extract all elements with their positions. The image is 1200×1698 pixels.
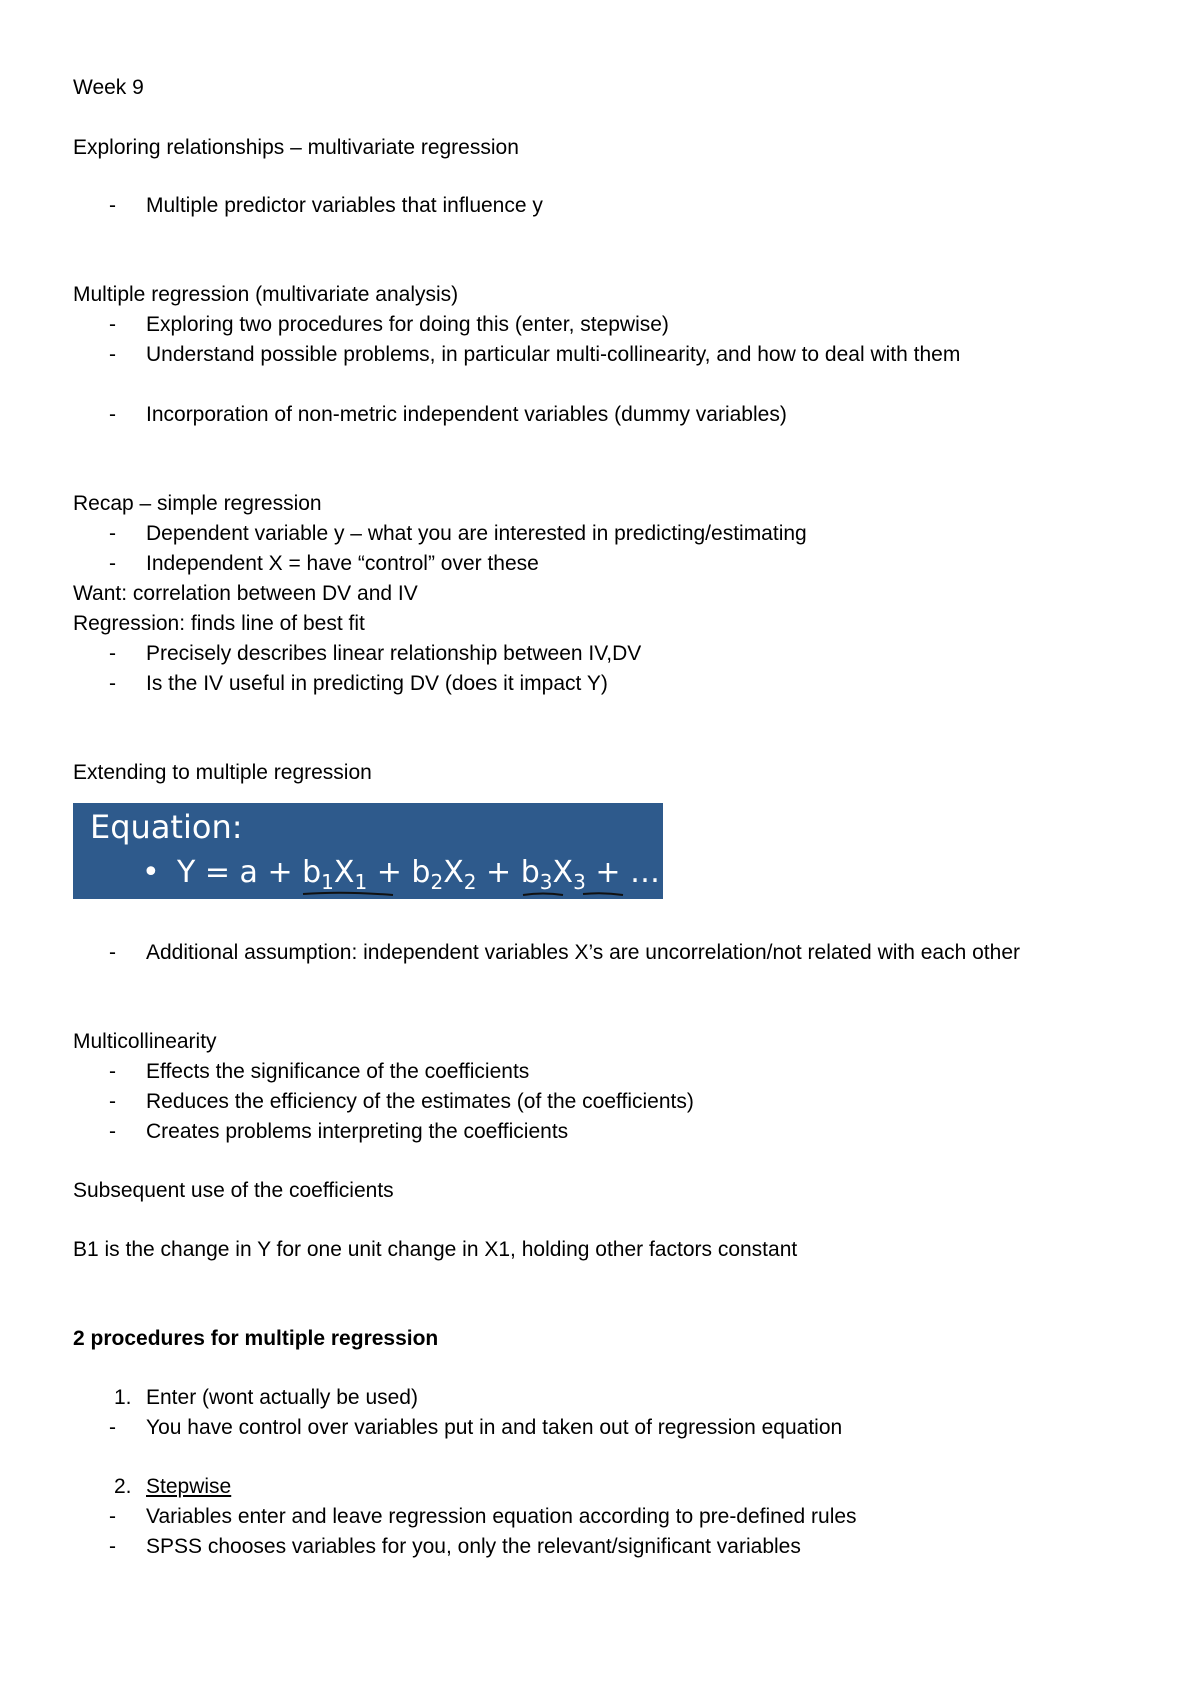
line-want: Want: correlation between DV and IV: [73, 582, 418, 605]
handwritten-underline-marks: [223, 889, 643, 899]
dash-bullet: -: [109, 1505, 116, 1528]
list-number: 2.: [114, 1475, 132, 1498]
dash-bullet: -: [109, 313, 116, 336]
dash-bullet: -: [109, 1060, 116, 1083]
regression-formula: $Y = a + b_1X_1 + b_2X_2 + b_3X_3$ + ……: [177, 855, 691, 894]
list-item-text: Multiple predictor variables that influence y: [146, 194, 543, 217]
dash-bullet: -: [109, 1535, 116, 1558]
list-item-text: Variables enter and leave regression equation according to pre-defined rules: [146, 1505, 857, 1528]
section-title-exploring: Exploring relationships – multivariate regression: [73, 136, 519, 159]
line-b1-definition: B1 is the change in Y for one unit change in X1, holding other factors constant: [73, 1238, 798, 1261]
section-title-extending: Extending to multiple regression: [73, 761, 372, 784]
dash-bullet: -: [109, 522, 116, 545]
equation-title: Equation:: [90, 808, 243, 846]
section-title-recap: Recap – simple regression: [73, 492, 322, 515]
list-item-text: Creates problems interpreting the coefficients: [146, 1120, 569, 1143]
dash-bullet: -: [109, 1090, 116, 1113]
numbered-item-label: Stepwise: [146, 1475, 232, 1498]
week-heading: Week 9: [73, 76, 144, 99]
line-subsequent-use: Subsequent use of the coefficients: [73, 1179, 394, 1202]
dash-bullet: -: [109, 672, 116, 695]
equation-bullet: •: [142, 855, 160, 890]
list-item-text: Dependent variable y – what you are interested in predicting/estimating: [146, 522, 807, 545]
list-item-text: Incorporation of non-metric independent variables (dummy variables): [146, 403, 787, 426]
list-item-text: Precisely describes linear relationship between IV,DV: [146, 642, 642, 665]
section-title-multiple-regression: Multiple regression (multivariate analysis): [73, 283, 459, 306]
dash-bullet: -: [109, 941, 116, 964]
numbered-item-label: Enter (wont actually be used): [146, 1386, 418, 1409]
section-title-two-procedures: 2 procedures for multiple regression: [73, 1327, 439, 1350]
list-item-text: You have control over variables put in and taken out of regression equation: [146, 1416, 843, 1439]
list-item-text: Additional assumption: independent variables X’s are uncorrelation/not related with each other: [146, 941, 1020, 964]
list-item-text: Is the IV useful in predicting DV (does it impact Y): [146, 672, 608, 695]
line-regression: Regression: finds line of best fit: [73, 612, 365, 635]
section-title-multicollinearity: Multicollinearity: [73, 1030, 217, 1053]
list-item-text: Exploring two procedures for doing this (enter, stepwise): [146, 313, 669, 336]
dash-bullet: -: [109, 403, 116, 426]
equation-slide-image: [73, 803, 691, 899]
dash-bullet: -: [109, 552, 116, 575]
list-number: 1.: [114, 1386, 132, 1409]
dash-bullet: -: [109, 343, 116, 366]
list-item-text: Reduces the efficiency of the estimates (of the coefficients): [146, 1090, 694, 1113]
list-item-text: Effects the significance of the coefficients: [146, 1060, 530, 1083]
dash-bullet: -: [109, 642, 116, 665]
list-item-text: Understand possible problems, in particular multi-collinearity, and how to deal with them: [146, 343, 961, 366]
list-item-text: SPSS chooses variables for you, only the relevant/significant variables: [146, 1535, 801, 1558]
list-item-text: Independent X = have “control” over these: [146, 552, 539, 575]
dash-bullet: -: [109, 1120, 116, 1143]
dash-bullet: -: [109, 194, 116, 217]
dash-bullet: -: [109, 1416, 116, 1439]
